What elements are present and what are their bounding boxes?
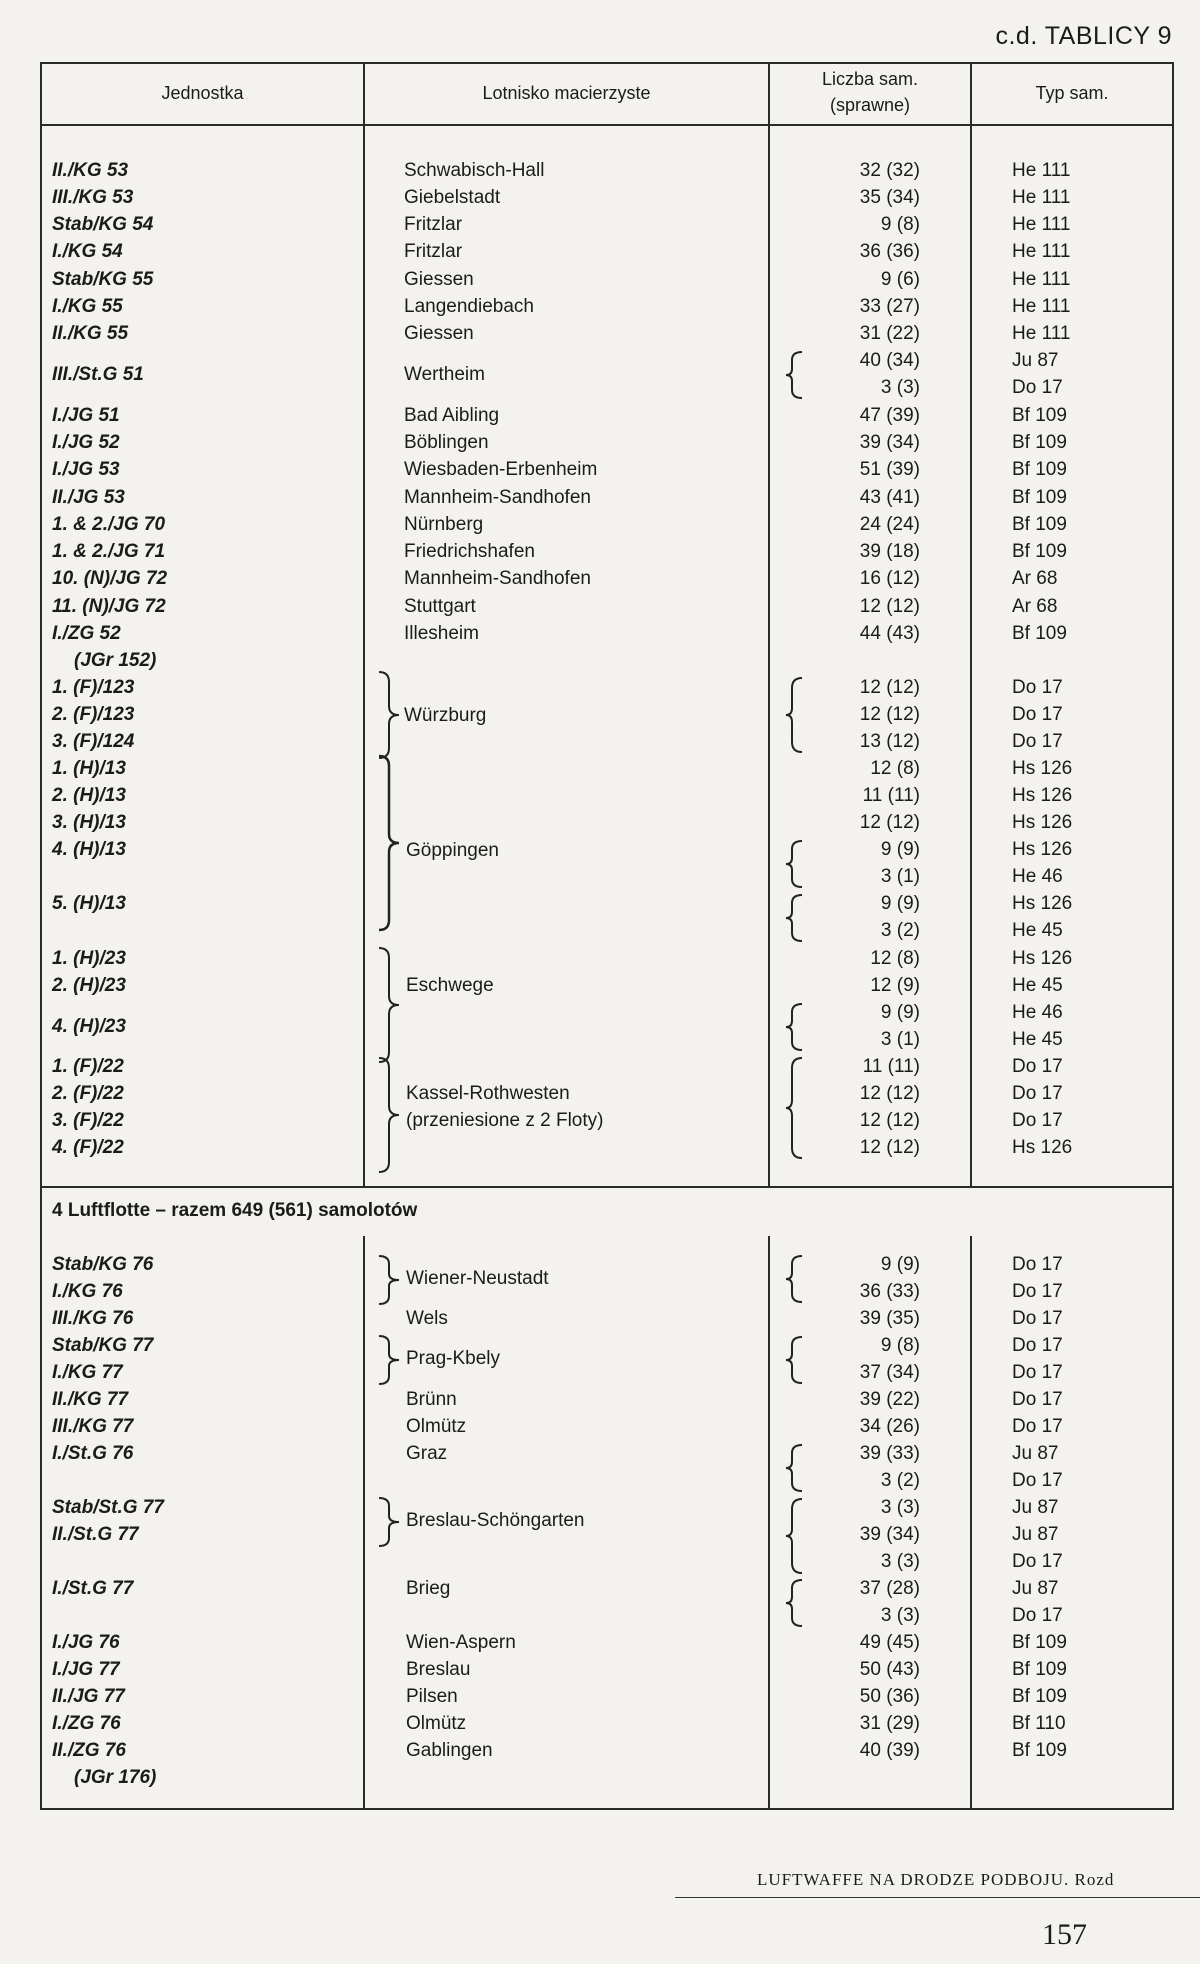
count-cell: 11 (11): [862, 785, 920, 806]
unit-cell: 2. (F)/22: [52, 1083, 124, 1104]
brace-right: [377, 1334, 401, 1386]
brace-left: [784, 676, 804, 754]
type-cell: Hs 126: [1012, 1137, 1073, 1158]
unit-cell: Stab/KG 54: [52, 214, 154, 235]
airfield-cell: Graz: [406, 1443, 448, 1464]
airfield-cell: Nürnberg: [404, 514, 484, 535]
unit-cell: 1. & 2./JG 70: [52, 514, 166, 535]
unit-cell: 3. (F)/22: [52, 1110, 124, 1131]
col-divider: [768, 64, 770, 1808]
count-cell: 9 (8): [880, 214, 920, 235]
unit-cell: I./KG 54: [52, 241, 123, 262]
unit-cell: I./JG 53: [52, 459, 120, 480]
unit-cell: I./JG 76: [52, 1632, 120, 1653]
count-cell: 37 (34): [859, 1362, 920, 1383]
airfield-cell: Olmütz: [406, 1713, 467, 1734]
unit-cell: Stab/KG 55: [52, 269, 154, 290]
airfield-cell: Olmütz: [406, 1416, 467, 1437]
count-cell: 3 (2): [880, 920, 920, 941]
type-cell: Do 17: [1012, 1551, 1063, 1572]
count-cell: 9 (9): [880, 893, 920, 914]
unit-cell: III./KG 77: [52, 1416, 134, 1437]
unit-cell: 1. (F)/123: [52, 677, 135, 698]
header-rule: [42, 124, 1172, 126]
airfield-cell: (przeniesione z 2 Floty): [406, 1110, 604, 1131]
count-cell: 3 (2): [880, 1470, 920, 1491]
brace-left: [784, 1443, 804, 1493]
brace-right: [377, 754, 401, 932]
type-cell: Ju 87: [1012, 350, 1059, 371]
airfield-cell: Wien-Aspern: [406, 1632, 516, 1653]
airfield-cell: Schwabisch-Hall: [404, 160, 545, 181]
type-cell: Hs 126: [1012, 812, 1073, 833]
airfield-cell: Brünn: [406, 1389, 457, 1410]
airfield-cell: Giessen: [404, 269, 474, 290]
brace-left: [784, 1578, 804, 1628]
col-divider: [363, 64, 365, 1808]
type-cell: He 111: [1012, 296, 1071, 317]
count-cell: 12 (9): [870, 975, 920, 996]
airfield-cell: Mannheim-Sandhofen: [404, 568, 591, 589]
count-cell: 12 (12): [859, 677, 920, 698]
airfield-cell: Eschwege: [406, 975, 494, 996]
unit-cell: I./ZG 52: [52, 623, 121, 644]
type-cell: Bf 109: [1012, 541, 1067, 562]
type-cell: He 111: [1012, 269, 1071, 290]
type-cell: Bf 109: [1012, 1632, 1067, 1653]
airfield-cell: Mannheim-Sandhofen: [404, 487, 591, 508]
unit-cell: 4. (H)/13: [52, 839, 126, 860]
count-cell: 9 (8): [880, 1335, 920, 1356]
unit-cell: Stab/St.G 77: [52, 1497, 164, 1518]
airfield-cell: Würzburg: [404, 705, 487, 726]
count-cell: 3 (1): [880, 1029, 920, 1050]
type-cell: Ar 68: [1012, 596, 1058, 617]
airfield-cell: Wertheim: [404, 364, 485, 385]
header-count-line1: Liczba sam.: [821, 69, 919, 89]
count-cell: 33 (27): [859, 296, 920, 317]
airfield-cell: Fritzlar: [404, 214, 463, 235]
count-cell: 39 (22): [859, 1389, 920, 1410]
airfield-cell: Prag-Kbely: [406, 1348, 500, 1369]
airfield-cell: Wiener-Neustadt: [406, 1268, 549, 1289]
type-cell: Ar 68: [1012, 568, 1058, 589]
count-cell: 12 (12): [859, 1137, 920, 1158]
airfield-cell: Friedrichshafen: [404, 541, 535, 562]
brace-left: [784, 1254, 804, 1304]
type-cell: He 111: [1012, 160, 1071, 181]
count-cell: 11 (11): [862, 1056, 920, 1077]
header-type: Typ sam.: [1035, 83, 1109, 103]
type-cell: Bf 109: [1012, 405, 1067, 426]
unit-cell: 2. (H)/13: [52, 785, 126, 806]
unit-cell: I./JG 51: [52, 405, 120, 426]
count-cell: 39 (34): [859, 1524, 920, 1545]
unit-cell: 11. (N)/JG 72: [52, 596, 166, 617]
unit-cell: I./ZG 76: [52, 1713, 121, 1734]
unit-cell: 1. (H)/13: [52, 758, 126, 779]
count-cell: 9 (6): [880, 269, 920, 290]
brace-left: [784, 1002, 804, 1052]
count-cell: 40 (34): [859, 350, 920, 371]
type-cell: Bf 109: [1012, 514, 1067, 535]
count-cell: 43 (41): [859, 487, 920, 508]
aircraft-table: [40, 62, 1174, 1810]
type-cell: Bf 109: [1012, 1659, 1067, 1680]
type-cell: Do 17: [1012, 677, 1063, 698]
unit-cell: I./JG 52: [52, 432, 120, 453]
count-cell: 3 (3): [880, 1497, 920, 1518]
unit-cell: III./St.G 51: [52, 364, 144, 385]
type-cell: He 111: [1012, 241, 1071, 262]
count-cell: 40 (39): [859, 1740, 920, 1761]
unit-cell: 4. (H)/23: [52, 1016, 126, 1037]
header-count-line2: (sprawne): [829, 95, 911, 115]
unit-cell: 2. (F)/123: [52, 704, 135, 725]
brace-right: [377, 1056, 401, 1174]
unit-cell: 1. & 2./JG 71: [52, 541, 166, 562]
unit-cell: II./KG 53: [52, 160, 129, 181]
unit-cell: III./KG 53: [52, 187, 134, 208]
running-title: LUFTWAFFE NA DRODZE PODBOJU. Rozd: [757, 1870, 1115, 1889]
unit-cell: 1. (H)/23: [52, 948, 126, 969]
table-continuation-heading: c.d. TABLICY 9: [995, 22, 1172, 50]
airfield-cell: Illesheim: [404, 623, 479, 644]
type-cell: Do 17: [1012, 1335, 1063, 1356]
airfield-cell: Stuttgart: [404, 596, 476, 617]
brace-left: [784, 1056, 804, 1160]
unit-cell: I./St.G 76: [52, 1443, 134, 1464]
count-cell: 44 (43): [859, 623, 920, 644]
airfield-cell: Pilsen: [406, 1686, 458, 1707]
brace-left: [784, 350, 804, 400]
brace-right: [377, 946, 401, 1064]
count-cell: 16 (12): [859, 568, 920, 589]
unit-cell: II./St.G 77: [52, 1524, 139, 1545]
type-cell: Hs 126: [1012, 839, 1073, 860]
count-cell: 13 (12): [859, 731, 920, 752]
type-cell: Bf 109: [1012, 623, 1067, 644]
type-cell: He 45: [1012, 1029, 1063, 1050]
type-cell: Do 17: [1012, 1110, 1063, 1131]
count-cell: 3 (1): [880, 866, 920, 887]
type-cell: He 46: [1012, 1002, 1063, 1023]
count-cell: 12 (8): [870, 758, 920, 779]
airfield-cell: Fritzlar: [404, 241, 463, 262]
unit-cell: 5. (H)/13: [52, 893, 126, 914]
unit-cell: III./KG 76: [52, 1308, 134, 1329]
count-cell: 50 (36): [859, 1686, 920, 1707]
type-cell: Bf 109: [1012, 432, 1067, 453]
type-cell: Do 17: [1012, 704, 1063, 725]
airfield-cell: Gablingen: [406, 1740, 493, 1761]
count-cell: 12 (12): [859, 704, 920, 725]
count-cell: 35 (34): [859, 187, 920, 208]
type-cell: Hs 126: [1012, 758, 1073, 779]
count-cell: 12 (12): [859, 1110, 920, 1131]
header-unit: Jednostka: [161, 83, 244, 103]
count-cell: 9 (9): [880, 1254, 920, 1275]
count-cell: 49 (45): [859, 1632, 920, 1653]
type-cell: He 111: [1012, 323, 1071, 344]
type-cell: Bf 110: [1012, 1713, 1066, 1734]
type-cell: Do 17: [1012, 1362, 1063, 1383]
unit-cell: 3. (F)/124: [52, 731, 135, 752]
count-cell: 12 (12): [859, 596, 920, 617]
type-cell: Ju 87: [1012, 1443, 1059, 1464]
brace-left: [784, 893, 804, 943]
type-cell: Hs 126: [1012, 948, 1073, 969]
type-cell: Do 17: [1012, 1389, 1063, 1410]
count-cell: 47 (39): [859, 405, 920, 426]
unit-cell: I./KG 77: [52, 1362, 123, 1383]
airfield-cell: Wiesbaden-Erbenheim: [404, 459, 598, 480]
unit-cell: 3. (H)/13: [52, 812, 126, 833]
type-cell: He 111: [1012, 187, 1071, 208]
brace-left: [784, 1497, 804, 1575]
type-cell: Do 17: [1012, 1308, 1063, 1329]
unit-cell: II./KG 55: [52, 323, 129, 344]
type-cell: Do 17: [1012, 1470, 1063, 1491]
count-cell: 31 (29): [859, 1713, 920, 1734]
unit-cell: II./JG 53: [52, 487, 125, 508]
airfield-cell: Giessen: [404, 323, 474, 344]
count-cell: 39 (34): [859, 432, 920, 453]
type-cell: He 45: [1012, 920, 1063, 941]
unit-cell: 10. (N)/JG 72: [52, 568, 168, 589]
count-cell: 39 (35): [859, 1308, 920, 1329]
count-cell: 36 (36): [859, 241, 920, 262]
type-cell: He 111: [1012, 214, 1071, 235]
col-divider: [970, 64, 972, 1808]
unit-cell: 1. (F)/22: [52, 1056, 124, 1077]
unit-cell: 2. (H)/23: [52, 975, 126, 996]
count-cell: 36 (33): [859, 1281, 920, 1302]
airfield-cell: Breslau-Schöngarten: [406, 1510, 585, 1531]
airfield-cell: Langendiebach: [404, 296, 534, 317]
unit-cell: I./KG 76: [52, 1281, 123, 1302]
count-cell: 3 (3): [880, 1551, 920, 1572]
unit-cell: II./KG 77: [52, 1389, 129, 1410]
airfield-cell: Wels: [406, 1308, 448, 1329]
type-cell: Hs 126: [1012, 785, 1073, 806]
unit-cell: I./KG 55: [52, 296, 123, 317]
count-cell: 12 (12): [859, 812, 920, 833]
unit-cell: Stab/KG 76: [52, 1254, 154, 1275]
airfield-cell: Kassel-Rothwesten: [406, 1083, 570, 1104]
type-cell: Bf 109: [1012, 1740, 1067, 1761]
unit-cell: I./St.G 77: [52, 1578, 134, 1599]
count-cell: 9 (9): [880, 839, 920, 860]
airfield-cell: Böblingen: [404, 432, 489, 453]
type-cell: Bf 109: [1012, 459, 1067, 480]
count-cell: 32 (32): [859, 160, 920, 181]
type-cell: He 46: [1012, 866, 1063, 887]
footer-rule: [675, 1897, 1200, 1898]
type-cell: Bf 109: [1012, 1686, 1067, 1707]
type-cell: Ju 87: [1012, 1578, 1059, 1599]
section-title: 4 Luftflotte – razem 649 (561) samolotów: [52, 1200, 418, 1221]
unit-cell: I./JG 77: [52, 1659, 120, 1680]
unit-cell: (JGr 152): [74, 650, 157, 671]
count-cell: 31 (22): [859, 323, 920, 344]
count-cell: 3 (3): [880, 1605, 920, 1626]
count-cell: 12 (12): [859, 1083, 920, 1104]
type-cell: Do 17: [1012, 1416, 1063, 1437]
count-cell: 24 (24): [859, 514, 920, 535]
count-cell: 50 (43): [859, 1659, 920, 1680]
type-cell: Do 17: [1012, 731, 1063, 752]
type-cell: Do 17: [1012, 1281, 1063, 1302]
count-cell: 37 (28): [859, 1578, 920, 1599]
type-cell: Do 17: [1012, 1083, 1063, 1104]
type-cell: Hs 126: [1012, 893, 1073, 914]
count-cell: 9 (9): [880, 1002, 920, 1023]
header-airfield: Lotnisko macierzyste: [482, 83, 651, 103]
type-cell: Ju 87: [1012, 1497, 1059, 1518]
count-cell: 39 (33): [859, 1443, 920, 1464]
type-cell: Do 17: [1012, 1056, 1063, 1077]
type-cell: Ju 87: [1012, 1524, 1059, 1545]
airfield-cell: Brieg: [406, 1578, 451, 1599]
page-number: 157: [1042, 1918, 1087, 1951]
airfield-cell: Bad Aibling: [404, 405, 500, 426]
type-cell: He 45: [1012, 975, 1063, 996]
brace-right: [377, 670, 401, 760]
airfield-cell: Breslau: [406, 1659, 471, 1680]
type-cell: Do 17: [1012, 1605, 1063, 1626]
count-cell: 34 (26): [859, 1416, 920, 1437]
type-cell: Do 17: [1012, 377, 1063, 398]
count-cell: 3 (3): [880, 377, 920, 398]
brace-left: [784, 1335, 804, 1385]
type-cell: Bf 109: [1012, 487, 1067, 508]
airfield-cell: Göppingen: [406, 840, 499, 861]
unit-cell: (JGr 176): [74, 1767, 157, 1788]
type-cell: Do 17: [1012, 1254, 1063, 1275]
brace-right: [377, 1496, 401, 1548]
unit-cell: 4. (F)/22: [52, 1137, 124, 1158]
unit-cell: II./JG 77: [52, 1686, 125, 1707]
unit-cell: II./ZG 76: [52, 1740, 126, 1761]
count-cell: 51 (39): [859, 459, 920, 480]
airfield-cell: Giebelstadt: [404, 187, 501, 208]
count-cell: 12 (8): [870, 948, 920, 969]
brace-right: [377, 1254, 401, 1306]
brace-left: [784, 839, 804, 889]
unit-cell: Stab/KG 77: [52, 1335, 154, 1356]
count-cell: 39 (18): [859, 541, 920, 562]
